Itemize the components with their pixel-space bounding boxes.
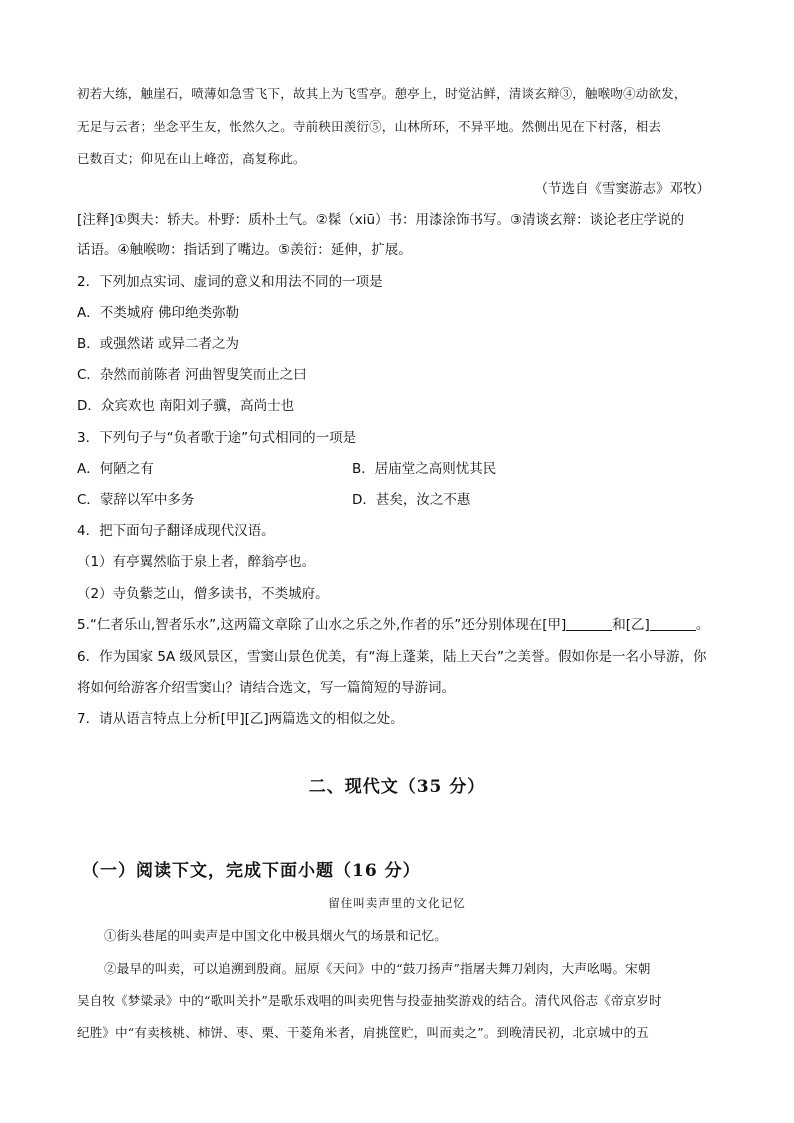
q5-text-2: 和[乙] [612, 617, 650, 633]
article-para-2-line-2: 吴自牧《梦粱录》中的“歌叫关扑”是歌乐戏唱的叫卖兜售与投壶抽奖游戏的结合。清代风俗志《帝京岁时 [77, 993, 662, 1008]
q4-sentence-1: （1）有亭翼然临于泉上者，醉翁亭也。 [77, 554, 316, 570]
notes-line-2: 话语。④触喉吻：指话到了嘴边。⑤羡衍：延伸，扩展。 [77, 242, 412, 258]
q4-stem: 4．把下面句子翻译成现代汉语。 [77, 523, 275, 539]
q2-option-d: D．众宾欢也 南阳刘子骥，高尚士也 [77, 398, 295, 414]
q4-sentence-2: （2）寺负紫芝山，僧多读书，不类城府。 [77, 586, 329, 602]
q2-option-a: A．不类城府 佛印绝类弥勒 [77, 305, 240, 321]
passage-line-2: 无足与云者；坐念平生友，怅然久之。寺前秧田羡衍⑤，山林所环，不异平地。然侧出见在下村落，相去 [77, 119, 662, 134]
subsection-heading: （一）阅读下文，完成下面小题（16 分） [82, 861, 421, 881]
q3-stem: 3．下列句子与“负者歌于途”句式相同的一项是 [77, 430, 357, 446]
q6-line-2: 将如何给游客介绍雪窦山？请结合选文，写一篇简短的导游词。 [77, 680, 455, 696]
q5-text-1: 5.“仁者乐山,智者乐水”,这两篇文章除了山水之乐之外,作者的乐”还分别体现在[甲] [77, 617, 567, 633]
answer-blank-jia[interactable] [566, 618, 612, 631]
article-para-1: ①街头巷尾的叫卖声是中国文化中极具烟火气的场景和记忆。 [104, 928, 447, 943]
q3-option-b: B．居庙堂之高则忧其民 [352, 461, 497, 477]
section-heading: 二、现代文（35 分） [308, 777, 486, 797]
q3-option-d: D．甚矣，汝之不惠 [352, 492, 471, 508]
q5-text-3: 。 [695, 617, 710, 633]
article-para-2-line-3: 纪胜》中“有卖核桃、柿饼、枣、栗、干菱角米者，肩挑筐贮，叫而卖之”。到晚清民初，北京城中的五 [77, 1025, 649, 1040]
q2-option-c: C．杂然而前陈者 河曲智叟笑而止之曰 [77, 367, 307, 383]
passage-source: （节选自《雪窦游志》邓牧） [534, 181, 710, 197]
q7-stem: 7．请从语言特点上分析[甲][乙]两篇选文的相似之处。 [77, 711, 404, 727]
q2-stem: 2．下列加点实词、虚词的意义和用法不同的一项是 [77, 274, 383, 290]
q3-option-c: C．蒙辞以军中多务 [77, 492, 195, 508]
q5-line [77, 613, 709, 633]
notes-line-1: [注释]①舆夫：轿夫。朴野：质朴土气。②髹（xiū）书：用漆涂饰书写。③清谈玄辩：谈论老庄学说的 [77, 212, 685, 228]
passage-line-3: 已数百丈；仰见在山上峰峦，高复称此。 [77, 151, 306, 166]
article-title: 留住叫卖声里的文化记忆 [328, 896, 466, 910]
q6-line-1: 6．作为国家 5A 级风景区，雪窦山景色优美，有“海上蓬莱，陆上天台”之美誉。假如你是一名小导游，你 [77, 649, 707, 665]
passage-line-1: 初若大练，触崖石，喷薄如急雪飞下，故其上为飞雪亭。憩亭上，时觉沾鲜，清谈玄辩③，触喉吻④动欲发， [77, 86, 687, 101]
answer-blank-yi[interactable] [650, 618, 696, 631]
q2-option-b: B．或强然诺 或异二者之为 [77, 336, 240, 352]
q3-option-a: A．何陋之有 [77, 461, 154, 477]
article-para-2-line-1: ②最早的叫卖，可以追溯到殷商。屈原《天问》中的“鼓刀扬声”指屠夫舞刀剁肉，大声吆喝。宋朝 [104, 961, 651, 976]
